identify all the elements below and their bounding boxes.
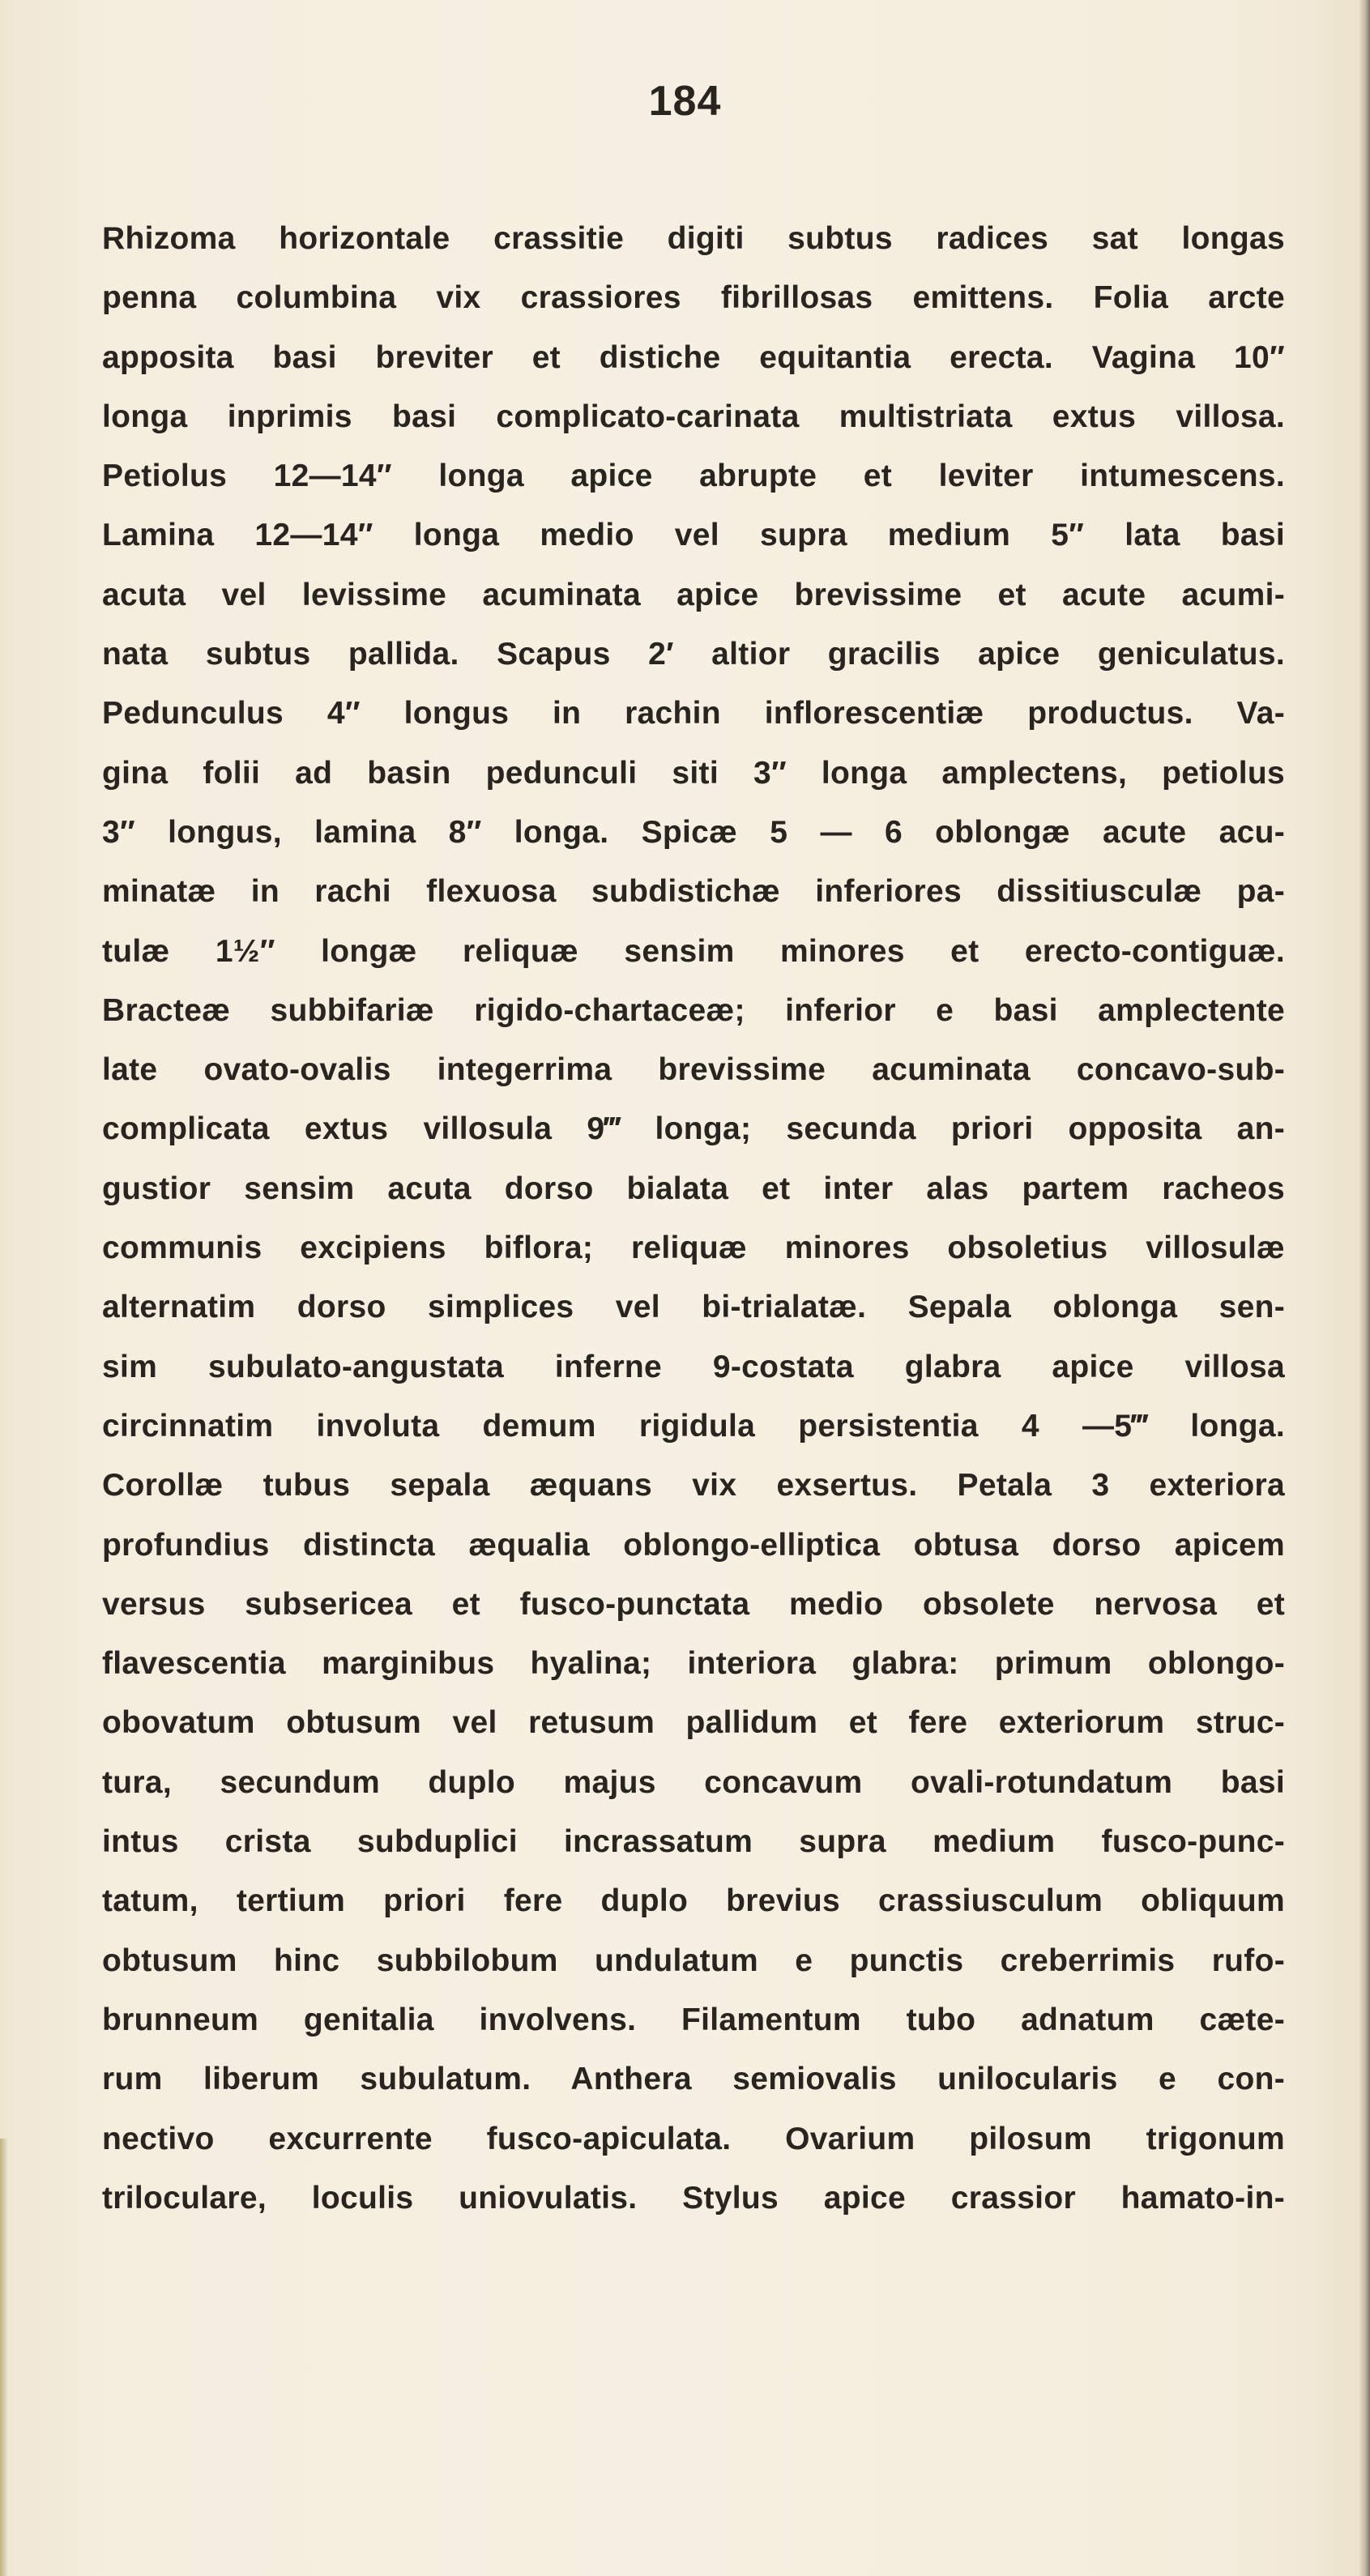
text-line: nata subtus pallida. Scapus 2′ altior gracilis apice geniculatus. (102, 637, 1285, 672)
text-line: flavescentia marginibus hyalina; interiora glabra: primum oblongo- (102, 1646, 1285, 1682)
text-line: Lamina 12—14″ longa medio vel supra medium 5″ lata basi (102, 518, 1285, 553)
text-line: Rhizoma horizontale crassitie digiti subtus radices sat longas (102, 221, 1285, 256)
text-line: Petiolus 12—14″ longa apice abrupte et leviter intumescens. (102, 458, 1285, 494)
text-line: Corollæ tubus sepala æquans vix exsertus. Petala 3 exteriora (102, 1468, 1285, 1503)
text-line: intus crista subduplici incrassatum supra medium fusco-punc- (102, 1824, 1285, 1860)
text-line: Bracteæ subbifariæ rigido-chartaceæ; inferior e basi amplectente (102, 992, 1285, 1028)
text-line: versus subsericea et fusco-punctata medio obsolete nervosa et (102, 1586, 1285, 1622)
text-line: alternatim dorso simplices vel bi-trialatæ. Sepala oblonga sen- (102, 1290, 1285, 1325)
text-line: late ovato-ovalis integerrima brevissime acuminata concavo-sub- (102, 1052, 1285, 1088)
text-line: brunneum genitalia involvens. Filamentum tubo adnatum cæte- (102, 2002, 1285, 2037)
text-line: apposita basi breviter et distiche equitantia erecta. Vagina 10″ (102, 339, 1285, 375)
body-text (102, 209, 1285, 2228)
text-line: tatum, tertium priori fere duplo brevius crassiusculum obliquum (102, 1883, 1285, 1919)
text-line: gina folii ad basin pedunculi siti 3″ longa amplectens, petiolus (102, 755, 1285, 791)
text-line: tura, secundum duplo majus concavum ovali-rotundatum basi (102, 1764, 1285, 1800)
text-line: triloculare, loculis uniovulatis. Stylus apice crassior hamato-in- (102, 2180, 1285, 2216)
text-line: complicata extus villosula 9‴ longa; secunda priori opposita an- (102, 1111, 1285, 1147)
text-line: communis excipiens biflora; reliquæ minores obsoletius villosulæ (102, 1230, 1285, 1266)
text-line: minatæ in rachi flexuosa subdistichæ inferiores dissitiusculæ pa- (102, 874, 1285, 910)
text-line: penna columbina vix crassiores fibrillosas emittens. Folia arcte (102, 280, 1285, 316)
page-edge-left (0, 2139, 8, 2576)
text-line: nectivo excurrente fusco-apiculata. Ovarium pilosum trigonum (102, 2121, 1285, 2156)
text-line: acuta vel levissime acuminata apice brevissime et acute acumi- (102, 577, 1285, 612)
text-line: rum liberum subulatum. Anthera semiovalis unilocularis e con- (102, 2062, 1285, 2097)
page-edge-right (1359, 0, 1370, 2576)
text-line: obtusum hinc subbilobum undulatum e punctis creberrimis rufo- (102, 1943, 1285, 1978)
text-line: Pedunculus 4″ longus in rachin inflorescentiæ productus. Va- (102, 696, 1285, 731)
text-line: circinnatim involuta demum rigidula persistentia 4 —5‴ longa. (102, 1408, 1285, 1444)
text-line: sim subulato-angustata inferne 9-costata glabra apice villosa (102, 1349, 1285, 1384)
text-line: tulæ 1½″ longæ reliquæ sensim minores et erecto-contiguæ. (102, 933, 1285, 969)
text-line: gustior sensim acuta dorso bialata et inter alas partem racheos (102, 1171, 1285, 1206)
page-number: 184 (648, 78, 722, 125)
text-line: obovatum obtusum vel retusum pallidum et fere exteriorum struc- (102, 1705, 1285, 1741)
text-line: longa inprimis basi complicato-carinata multistriata extus villosa. (102, 399, 1285, 434)
text-line: profundius distincta æqualia oblongo-elliptica obtusa dorso apicem (102, 1527, 1285, 1563)
text-line: 3″ longus, lamina 8″ longa. Spicæ 5 — 6 oblongæ acute acu- (102, 814, 1285, 850)
